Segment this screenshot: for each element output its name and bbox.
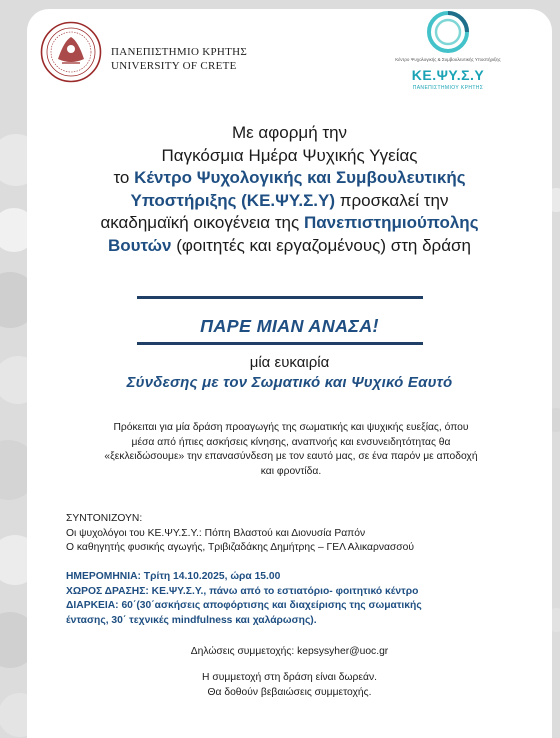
intro-line [27,167,552,190]
intro-line [27,212,552,235]
opportunity-line: μία ευκαιρία [249,354,330,371]
kepsy-subtitle: ΠΑΝΕΠΙΣΤΗΜΙΟΥ ΚΡΗΤΗΣ [412,85,484,91]
intro-text: το [113,168,135,187]
event-title: ΠΑΡΕ ΜΙΑΝ ΑΝΑΣΑ! [200,316,379,336]
university-name-english: UNIVERSITY OF CRETE [111,60,237,72]
coordinators-psychologists: Οι ψυχολόγοι του ΚΕ.ΨΥ.Σ.Υ.: Πόπη Βλαστού και Διονυσία Ραπόν [66,527,366,539]
event-description [72,421,510,479]
intro-paragraph [27,122,552,257]
coordinators-section [66,512,414,556]
description-line: «ξεκλειδώσουμε» την επανασύνδεση με τον εαυτό μας, σε ένα παρόν με αποδοχή [104,451,478,462]
footer-notes [27,671,552,700]
event-details [66,570,422,628]
kepsy-logo [395,10,501,110]
intro-line [27,235,552,258]
kepsy-acronym: ΚΕ.ΨΥ.Σ.Υ [411,67,485,83]
intro-line [27,190,552,213]
coordinators-heading: ΣΥΝΤΟΝΙΖΟΥΝ: [66,513,143,524]
free-participation-note: Η συμμετοχή στη δράση είναι δωρεάν. [202,672,377,683]
intro-text: ακαδημαϊκή οικογένεια της [100,213,304,232]
intro-line: Παγκόσμια Ημέρα Ψυχικής Υγείας [161,145,418,165]
registration-contact: Δηλώσεις συμμετοχής: kepsysyher@uoc.gr [190,646,389,657]
event-duration: ΔΙΑΡΚΕΙΑ: 60΄(30΄ασκήσεις αποφόρτισης και διαχείρισης της σωματικής [66,600,422,612]
description-line: Πρόκειται για μία δράση προαγωγής της σωματικής και ψυχικής ευεξίας, όπου [113,422,469,433]
divider-bottom [137,342,423,345]
intro-line: Με αφορμή την [231,123,348,142]
university-name [111,45,247,73]
university-seal-icon [40,21,102,83]
kepsy-full-name: Κέντρο Ψυχολογικής & Συμβουλευτικής Υποστήριξης [395,57,501,62]
certificate-note: Θα δοθούν βεβαιώσεις συμμετοχής. [207,686,372,698]
kepsy-logo-icon [426,10,470,54]
university-name-greek: ΠΑΝΕΠΙΣΤΗΜΙΟ ΚΡΗΤΗΣ [111,46,248,58]
opportunity-subtitle: Σύνδεσης με τον Σωματικό και Ψυχικό Εαυτό [126,374,453,391]
event-date: ΗΜΕΡΟΜΗΝΙΑ: Τρίτη 14.10.2025, ώρα 15.00 [66,571,281,582]
description-line: και φροντίδα. [260,465,322,477]
event-duration-cont: έντασης, 30΄ τεχνικές mindfulness και χαλάρωσης). [66,614,317,626]
center-name-highlight: Κέντρο Ψυχολογικής και Συμβουλευτικής [134,168,466,187]
divider-top [137,296,423,299]
intro-text: προσκαλεί την [335,190,449,210]
campus-highlight: Βουτών [107,235,172,255]
center-acronym-highlight: Υποστήριξης (ΚΕ.ΨΥ.Σ.Υ) [130,190,336,210]
coordinators-teacher: Ο καθηγητής φυσικής αγωγής, Τριβιζαδάκης Δημήτρης – ΓΕΛ Αλικαρνασσού [66,542,414,554]
campus-highlight: Πανεπιστημιούπολης [303,213,479,232]
intro-text: (φοιτητές και εργαζομένους) στη δράση [171,235,471,255]
event-place: ΧΩΡΟΣ ΔΡΑΣΗΣ: ΚΕ.ΨΥ.Σ.Υ., πάνω από το εστιατόριο- φοιτητικό κέντρο [66,585,419,597]
description-line: μέσα από ήπιες ασκήσεις κίνησης, αναπνοής και ενσυνειδητότητας θα [131,436,451,448]
